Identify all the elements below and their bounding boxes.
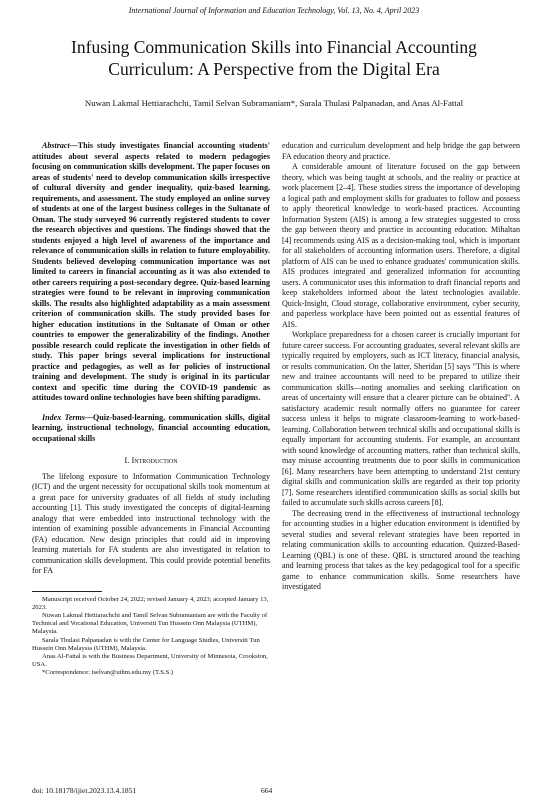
right-column (282, 141, 520, 593)
right-paragraph-3: Workplace preparedness for a chosen career is crucially important for future career success. For accounting graduates, several relevant skills are typically required by employers, such as ICT literacy, financial analysis, or results communication. On the latter, Sheridan [5] says "This is where new and trainee accountants will need to be prepared to utilize their communication skills—noting anomalies and seeking clarification on areas of uncertainty will ensure that a clearer picture can be obtained". A satisfactory academic result normally offers no guarantee for career success unless it helps to migrate classroom-learning to work-based-learning. Collaboration between technical skills and occupational skills is equally important for accounting students. For example, an accountant with sound knowledge of accounting matters, rather than technical skills, may misuse accounting treatments due to poor skills in communication [6]. Many researchers have been attempting to understand 21st century digital skills and communication skills are regarded as their top priority [7]. Some researchers identified communication skills as social skills but failed to accumulate such skills across careers [8]. (282, 330, 520, 507)
index-terms-text: —Quiz-based-learning, communication skills, digital learning, instructional technology, financial accounting education, occupational skills (32, 412, 270, 443)
abstract (32, 141, 270, 404)
abstract-text: —This study investigates financial accounting students' attitudes about several aspects related to modern pedagogies focusing on communication skills development. The paper focuses on areas of students' need to develop communication skills irrespective of cultural diversity and gender inequality, quiz-based learning, requirements, and assessment. The study employed an online survey of students at one of the largest business colleges in the Sultanate of Oman. The study surveyed 96 currently registered students to cover the research objectives and questions. The findings showed that the students enjoyed a high level of awareness of the importance and relevance of communication skills in relation to future employability. Students believed developing communication importance was not limited to careers in financial accounting as it was also extended to other careers requiring a post-secondary degree. Quiz-based learning strategies were found to be relevant in improving communication skills. The results also highlighted adaptability as a main assessment criterion of communication skills. The study provided bases for higher education institutions in the Sultanate of Oman or other countries to empower the generalizability of the findings. Another possible research could replicate the investigation in other fields of study. This paper brings several implications for instructional practice and pedagogies, as well as for policies of instructional training and development. The study is original in its particular context and specific time during the COVID-19 pandemic as attitudes toward online technologies have been shifting paradigms. (32, 141, 270, 402)
index-terms-label: Index Terms (42, 412, 85, 422)
journal-header: International Journal of Information and Education Technology, Vol. 13, No. 4, April 2023 (128, 6, 420, 15)
footer-doi: doi: 10.18178/ijiet.2023.13.4.1851 (32, 786, 137, 795)
footnote-affiliation-3: Anas Al-Fattal is with the Business Department, University of Minnesota, Crookston, USA. (32, 652, 268, 669)
paper-title (20, 36, 528, 80)
footnote-received: Manuscript received October 24, 2022; revised January 4, 2023; accepted January 13, 2023. (32, 595, 269, 611)
page-number: 664 (261, 786, 273, 795)
index-terms (32, 413, 270, 445)
section-heading-introduction: I. Introduction (124, 455, 178, 465)
title-line-1: Infusing Communication Skills into Financial Accounting (71, 37, 477, 57)
left-column (32, 141, 270, 678)
intro-paragraph-1: The lifelong exposure to Information Communication Technology (ICT) and the urgent necessity for occupational skills took momentum at a great pace for university graduates of all fields of study including accounting [1]. This study investigated the concepts of digital-learning analogy that were embedded into instructional technology with the intention of examining possible advancements in Financial Accounting (FA) education. New design principles that could aid in improving learning materials for FA students are also investigated in relation to communication skills development. This could provide potential benefits for FA (32, 471, 270, 575)
footnote-correspondence: *Correspondence: tselvan@uthm.edu.my (T.S.S.) (42, 669, 174, 677)
footnote-affiliation-1: Nuwan Lakmal Hettiarachchi and Tamil Selvan Subramaniam are with the Faculty of Technical and Vocational Education, Universiti Tun Hussein Onn Malaysia (UTHM), Malaysia. (32, 611, 268, 636)
footnote-affiliation-2: Sarala Thulasi Palpanadan is with the Center for Language Studies, Universiti Tun Hussein Onn Malaysia (UTHM), Malaysia. (32, 636, 260, 652)
right-paragraph-2: A considerable amount of literature focused on the gap between theory, which was being taught at schools, and the reality or practice at work placement [2–4]. These studies stress the importance of developing a logical path and employment skills for graduates to follow and possess to apply theoretical knowledge to work-based practices. Accounting Information System (AIS) is among a few strategies suggested to cross the gap between theory and practice in accounting education. Mihaltan [4] recommends using AIS as a decision-making tool, which is important for all stakeholders of accounting information users. Therefore, a digital platform of AIS can be used to enhance graduates' communication skills. AIS produces integrated and generalized information for accounting users. A communicator uses this information to draft financial reports and keep stakeholders informed about the latest technologies available. Quick-Insight, Cloud storage, collaborative environment, cyber security, and paperless workplace have been pointed out as essential features of AIS. (282, 162, 520, 329)
right-paragraph-1: education and curriculum development and help bridge the gap between FA education theory and practice. (282, 141, 520, 161)
title-line-2: Curriculum: A Perspective from the Digital Era (108, 59, 440, 79)
author-list: Nuwan Lakmal Hettiarachchi, Tamil Selvan Subramaniam*, Sarala Thulasi Palpanadan, and Anas Al-Fattal (84, 98, 464, 108)
right-paragraph-4: The decreasing trend in the effectiveness of instructional technology for accounting studies in a higher education environment is identified by several studies and several relevant strategies have been reported in relating communication skills to accounting education. Quizzed-Based-Learning (QBL) is one of these. QBL is structured around the teaching and learning process that takes as the key pedagogical tool for a specific game to enhance communication skills. Some researchers have investigated (282, 508, 520, 591)
abstract-label: Abstract (42, 141, 70, 150)
footnote-divider (32, 591, 102, 592)
footnotes (32, 596, 270, 678)
